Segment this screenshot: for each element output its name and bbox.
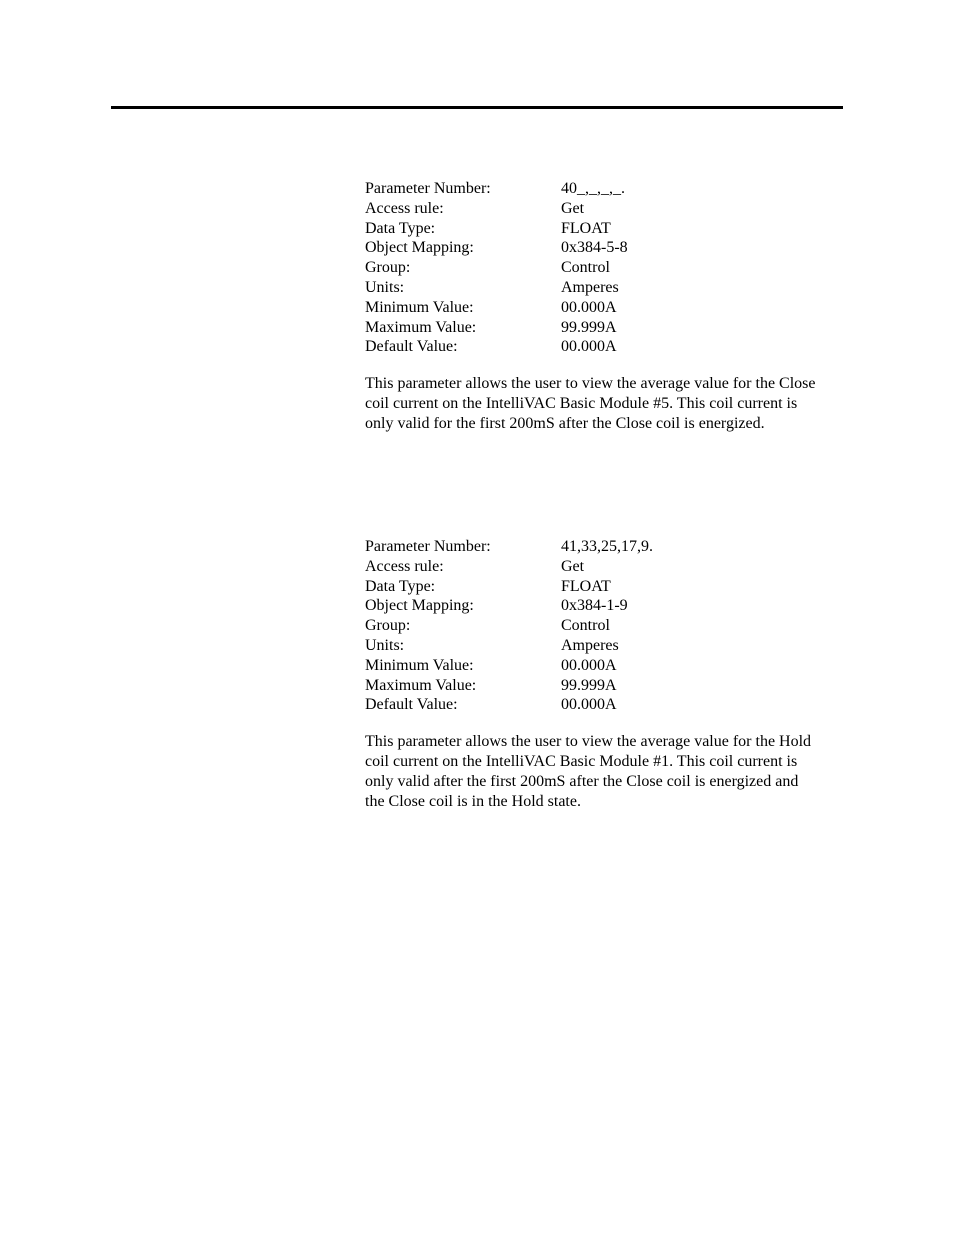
param-value: 00.000A <box>561 656 617 674</box>
param-value: 00.000A <box>561 338 617 356</box>
param-row-mapping <box>365 596 825 616</box>
param-row-access <box>365 557 825 577</box>
param-label: Access rule: <box>365 557 444 575</box>
param-row-group <box>365 258 825 278</box>
param-value: Control <box>561 259 610 277</box>
header-rule <box>111 106 843 109</box>
param-row-datatype <box>365 577 825 597</box>
param-value: 40_,_,_,_. <box>561 180 625 197</box>
param-value: 99.999A <box>561 318 617 336</box>
parameter-table <box>365 537 825 715</box>
param-row-maximum <box>365 318 825 338</box>
param-row-access <box>365 199 825 219</box>
param-label: Parameter Number: <box>365 180 491 197</box>
param-value: 0x384-1-9 <box>561 597 628 615</box>
parameter-description: This parameter allows the user to view the average value for the Hold coil current on the IntelliVAC Basic Module #1. This coil current is only valid after the first 200mS after the Close coil is energized and the Close coil is in the Hold state. <box>365 733 812 810</box>
param-value: 41,33,25,17,9. <box>561 538 653 555</box>
param-label: Object Mapping: <box>365 239 474 257</box>
param-row-mapping <box>365 238 825 258</box>
param-row-datatype <box>365 219 825 239</box>
param-value: Get <box>561 199 585 217</box>
param-label: Data Type: <box>365 219 436 237</box>
parameter-table <box>365 179 825 357</box>
param-value: FLOAT <box>561 219 611 237</box>
param-label: Default Value: <box>365 696 458 714</box>
param-label: Maximum Value: <box>365 676 477 694</box>
param-value: Get <box>561 557 585 575</box>
param-value: 0x384-5-8 <box>561 239 628 257</box>
param-row-minimum <box>365 298 825 318</box>
param-label: Object Mapping: <box>365 597 474 615</box>
param-row-number <box>365 537 825 557</box>
param-row-default <box>365 337 825 357</box>
param-row-units <box>365 636 825 656</box>
param-label: Group: <box>365 617 411 635</box>
param-value: Amperes <box>561 278 619 296</box>
param-label: Default Value: <box>365 338 458 356</box>
param-row-minimum <box>365 656 825 676</box>
param-value: FLOAT <box>561 577 611 595</box>
param-label: Group: <box>365 259 411 277</box>
parameter-block <box>365 179 825 450</box>
param-row-maximum <box>365 676 825 696</box>
parameter-description: This parameter allows the user to view the average value for the Close coil current on the IntelliVAC Basic Module #5. This coil current is only valid for the first 200mS after the Close coil is energized. <box>365 375 816 432</box>
param-row-units <box>365 278 825 298</box>
param-value: 00.000A <box>561 298 617 316</box>
param-row-default <box>365 695 825 715</box>
param-value: 99.999A <box>561 676 617 694</box>
param-label: Minimum Value: <box>365 656 474 674</box>
param-row-number <box>365 179 825 199</box>
param-row-group <box>365 616 825 636</box>
param-label: Maximum Value: <box>365 318 477 336</box>
param-value: Control <box>561 617 610 635</box>
param-label: Access rule: <box>365 199 444 217</box>
param-label: Units: <box>365 636 405 654</box>
param-label: Units: <box>365 278 405 296</box>
param-value: Amperes <box>561 636 619 654</box>
param-value: 00.000A <box>561 696 617 714</box>
parameter-block <box>365 537 825 827</box>
param-label: Parameter Number: <box>365 538 491 555</box>
param-label: Minimum Value: <box>365 298 474 316</box>
param-label: Data Type: <box>365 577 436 595</box>
